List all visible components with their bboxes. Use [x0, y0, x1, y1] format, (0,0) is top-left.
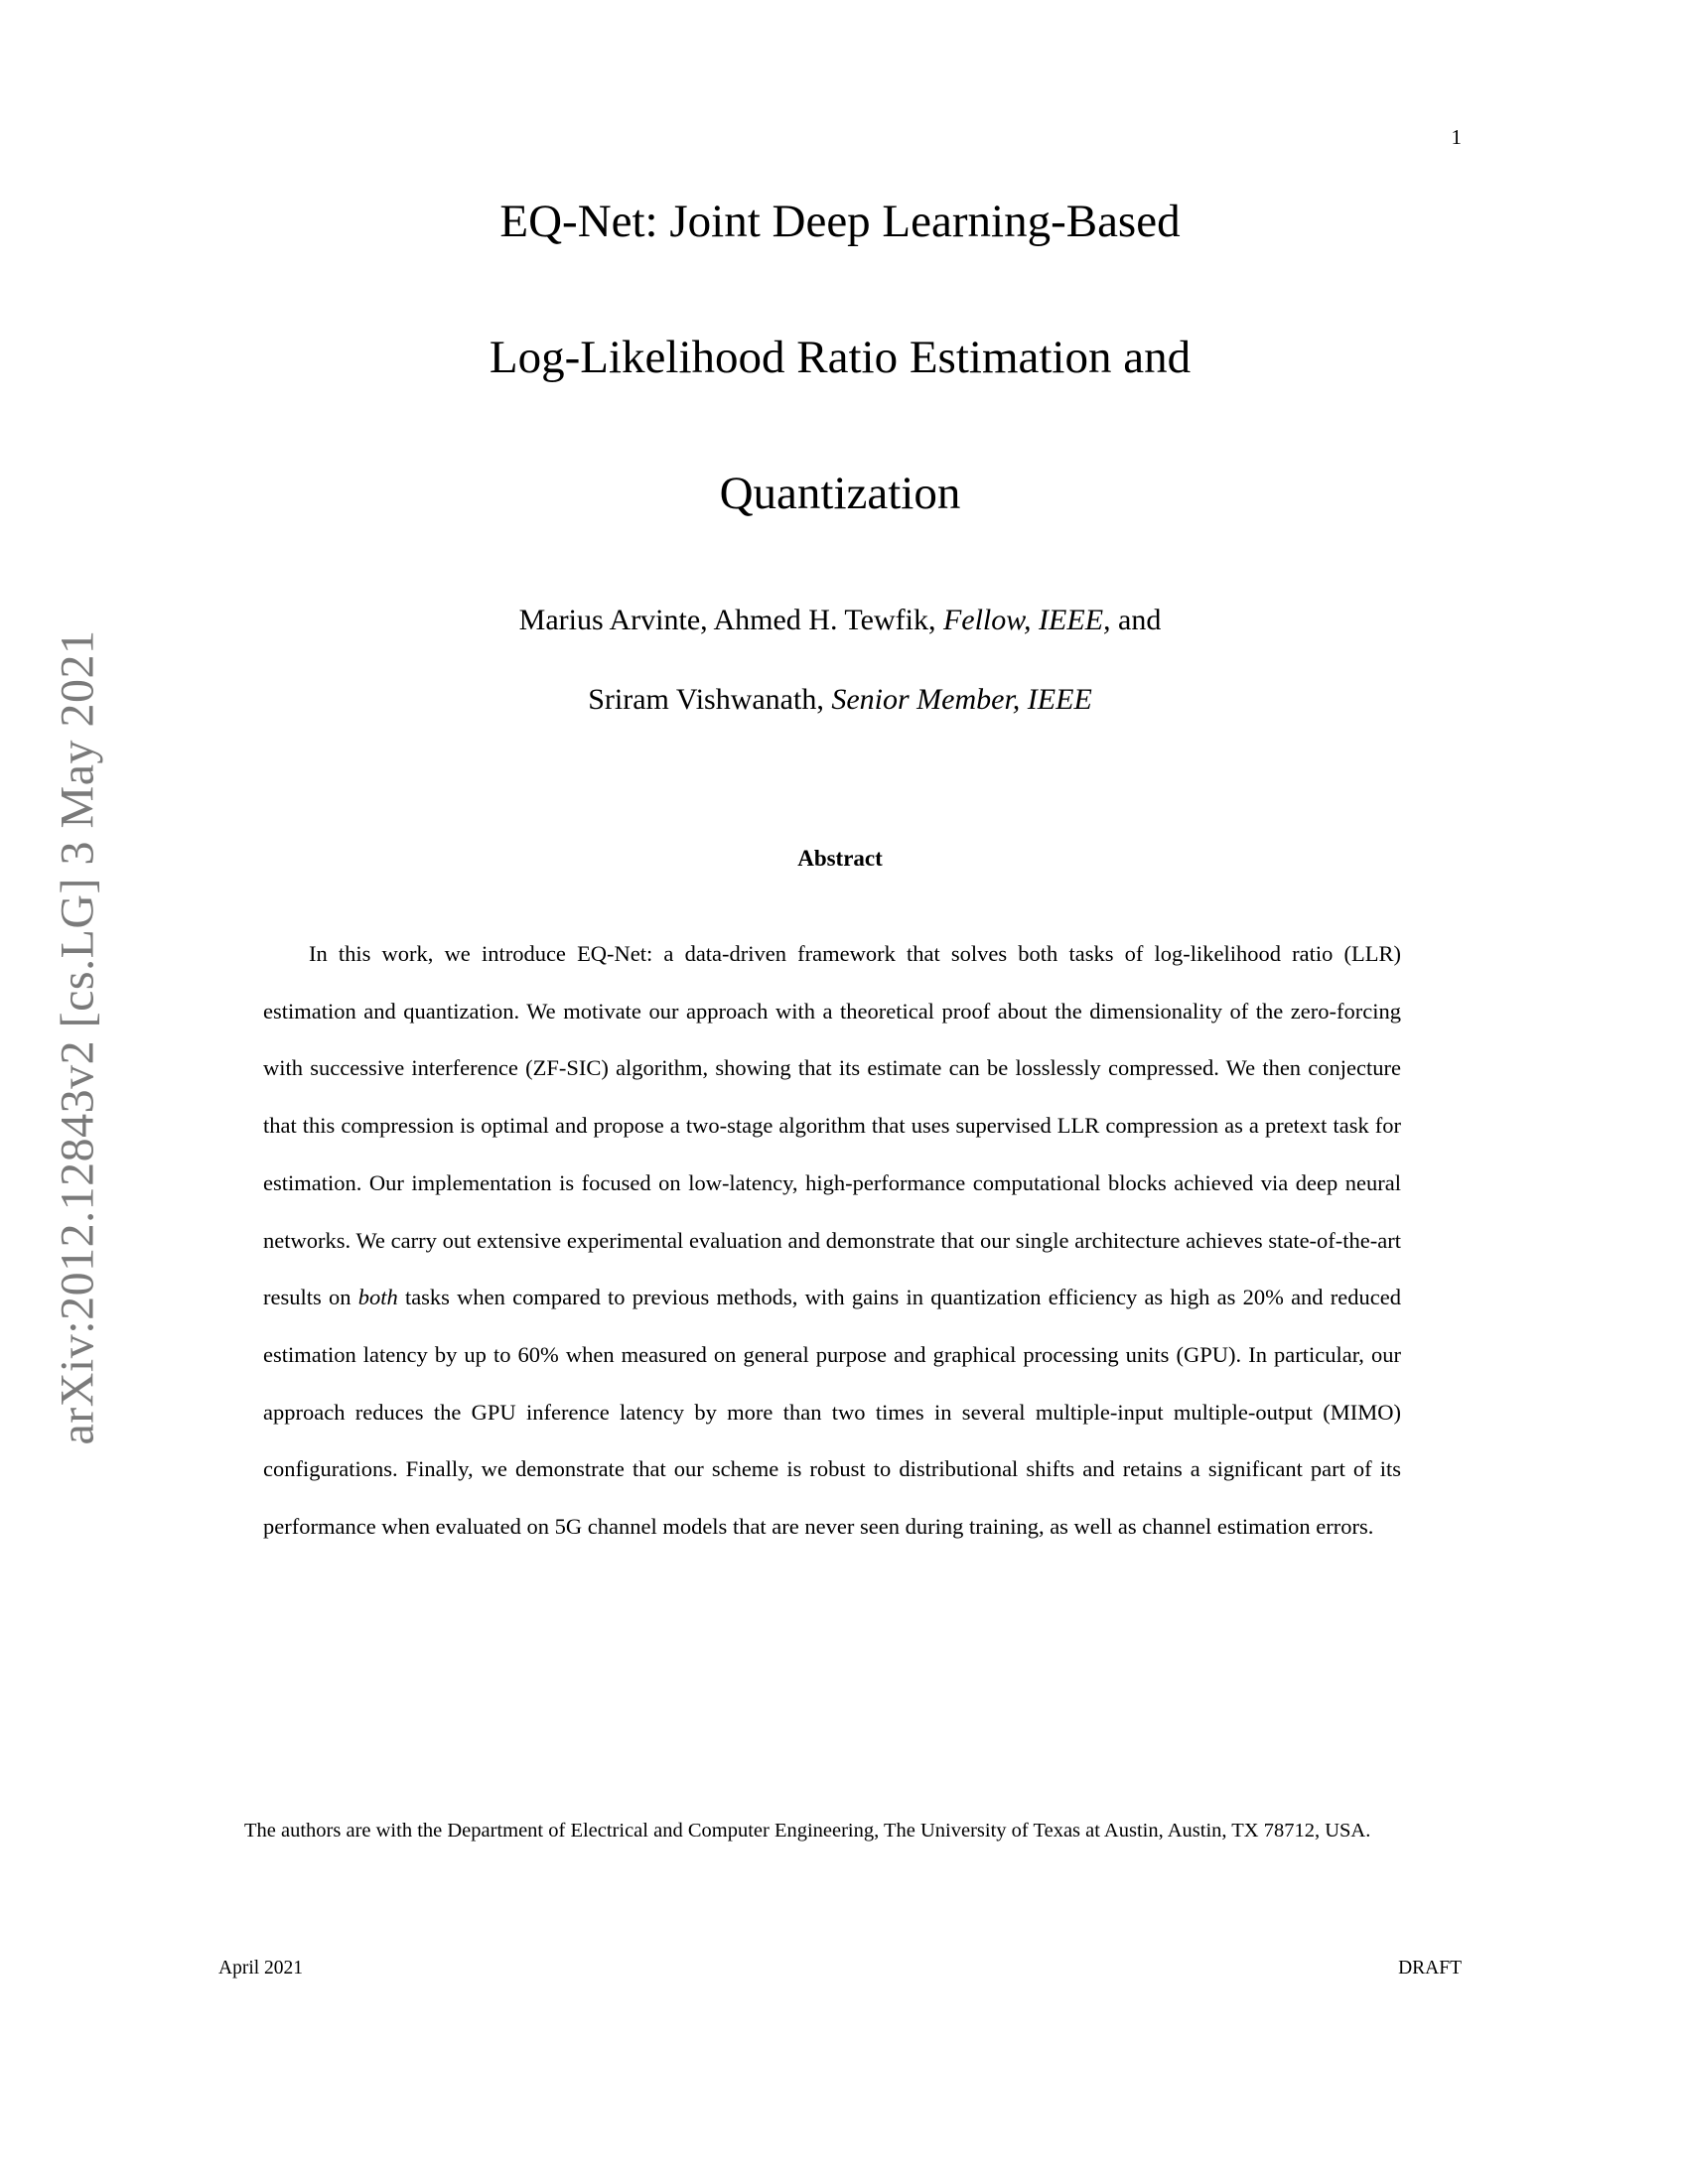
abstract-italic-word: both [357, 1285, 398, 1310]
authors-line-1 [218, 581, 1462, 660]
author-title-2: Senior Member, IEEE [831, 683, 1092, 716]
abstract-text [263, 925, 1401, 1556]
authors-line-2 [218, 660, 1462, 740]
abstract-part-2: tasks when compared to previous methods, with gains in quantization efficiency as high as 20% and reduced estimation latency by up to 60% when measured on general purpose and graphical processing units (GPU). In particular, our approach reduces the GPU inference latency by more than two times in several multiple-input multiple-output (MIMO) configurations. Finally, we demonstrate that our scheme is robust to distributional shifts and retains a significant part of its performance when evaluated on 5G channel models that are never seen during training, as well as channel estimation errors. [263, 1285, 1401, 1540]
footer-date: April 2021 [218, 1958, 304, 1979]
paper-title [218, 154, 1462, 562]
author-title-1: Fellow, IEEE, [942, 604, 1111, 636]
author-names-1: Marius Arvinte, Ahmed H. Tewfik, [518, 604, 943, 636]
paper-title-line-3: Quantization [719, 468, 961, 519]
author-affiliation-footnote: The authors are with the Department of Electrical and Computer Engineering, The University of Texas at Austin, Austin, TX 78712, USA. [244, 1820, 1371, 1842]
abstract-part-1: In this work, we introduce EQ-Net: a data-driven framework that solves both tasks of log-likelihood ratio (LLR) estimation and quantization. We motivate our approach with a theoretical proof about the dimensionality of the zero-forcing with successive interference (ZF-SIC) algorithm, showing that its estimate can be losslessly compressed. We then conjecture that this compression is optimal and propose a two-stage algorithm that uses supervised LLR compression as a pretext task for estimation. Our implementation is focused on low-latency, high-performance computational blocks achieved via deep neural networks. We carry out extensive experimental evaluation and demonstrate that our single architecture achieves state-of-the-art results on [263, 941, 1401, 1310]
page-footer [218, 1958, 1462, 1979]
page-number: 1 [1451, 125, 1462, 149]
paper-title-line-2: Log-Likelihood Ratio Estimation and [489, 332, 1192, 383]
footer-draft-label: DRAFT [1398, 1958, 1462, 1979]
arxiv-stamp: arXiv:2012.12843v2 [cs.LG] 3 May 2021 [51, 629, 104, 1445]
paper-title-line-1: EQ-Net: Joint Deep Learning-Based [499, 196, 1181, 247]
author-names-2: Sriram Vishwanath, [588, 683, 832, 716]
author-suffix-1: and [1110, 604, 1162, 636]
authors-block [218, 581, 1462, 740]
abstract-heading: Abstract [797, 846, 883, 871]
